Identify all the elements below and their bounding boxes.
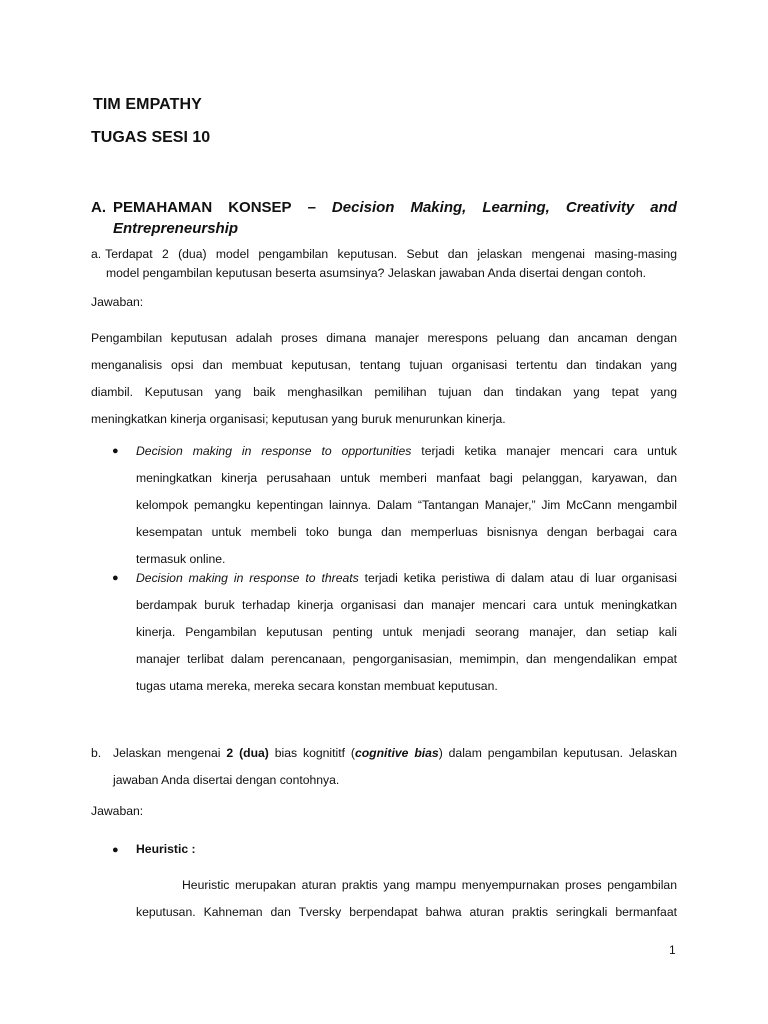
paragraph-a-line-4: meningkatkan kinerja organisasi; keputusan yang buruk menurunkan kinerja. bbox=[91, 412, 506, 426]
question-b-pre: Jelaskan mengenai bbox=[113, 746, 227, 760]
question-b-line-1 bbox=[113, 740, 677, 767]
page-number: 1 bbox=[669, 943, 676, 957]
bullet-threats-lead: Decision making in response to threats bbox=[136, 571, 359, 585]
bullet-threats-line-1-rest: terjadi ketika peristiwa di dalam atau di luar organisasi bbox=[358, 571, 677, 585]
question-b-label: b. bbox=[91, 746, 102, 760]
section-a-word-3: Decision bbox=[331, 199, 395, 216]
bullet-opportunities-line-5: termasuk online. bbox=[136, 552, 226, 566]
bullet-threats-line-5: tugas utama mereka, mereka secara konstan membuat keputusan. bbox=[136, 679, 498, 693]
question-b-line-2: jawaban Anda disertai dengan contohnya. bbox=[113, 773, 340, 787]
question-a-line-2: model pengambilan keputusan beserta asumsinya? Jelaskan jawaban Anda disertai dengan contoh. bbox=[106, 266, 646, 280]
bullet-threats-line-1 bbox=[136, 565, 677, 592]
question-a-label: a. bbox=[91, 247, 102, 261]
bullet-threats-line-2: berdampak buruk terhadap kinerja organisasi dan manajer mencari cara untuk meningkatkan bbox=[136, 598, 677, 612]
question-b-italic-bold: cognitive bias bbox=[354, 746, 439, 760]
section-a-word-5: Learning, bbox=[482, 199, 550, 216]
section-a-dash: – bbox=[307, 199, 316, 216]
section-a-word-4: Making, bbox=[410, 199, 467, 216]
bullet-opportunities-line-4: kesempatan untuk membeli toko bunga dan memperluas bisnisnya dengan berbagai cara bbox=[136, 525, 677, 539]
section-a-first-words bbox=[91, 197, 212, 218]
bullet-threats-line-4: manajer terlibat dalam perencanaan, pengorganisasian, memimpin, dan mengendalikan empat bbox=[136, 652, 677, 666]
heuristic-line-2: keputusan. Kahneman dan Tversky berpendapat bahwa aturan praktis seringkali bermanfaat bbox=[136, 905, 677, 919]
section-a-label: A. bbox=[91, 199, 106, 216]
heuristic-paragraph bbox=[136, 872, 677, 926]
question-b-post: ) dalam pengambilan keputusan. Jelaskan bbox=[438, 746, 678, 760]
bullet-opportunities bbox=[112, 438, 677, 578]
bullet-opportunities-lead: Decision making in response to opportunities bbox=[136, 444, 412, 458]
heuristic-title-text: Heuristic : bbox=[136, 842, 196, 856]
bullet-dot-icon: ● bbox=[112, 572, 119, 584]
answer-label-b: Jawaban: bbox=[91, 804, 144, 818]
section-a-word-7: and bbox=[650, 199, 677, 216]
heuristic-line-1: Heuristic merupakan aturan praktis yang mampu menyempurnakan proses pengambilan bbox=[182, 878, 677, 892]
question-b-mid: bias kognititf ( bbox=[268, 746, 355, 760]
answer-label-a: Jawaban: bbox=[91, 295, 144, 309]
bullet-threats-text bbox=[136, 565, 677, 700]
bullet-opportunities-line-1-rest: terjadi ketika manajer mencari cara untuk bbox=[411, 444, 677, 458]
paragraph-a-line-2: menganalisis opsi dan membuat keputusan, tentang tujuan organisasi tertentu dan tindakan yang bbox=[91, 358, 677, 372]
question-a-line-1: Terdapat 2 (dua) model pengambilan keputusan. Sebut dan jelaskan mengenai masing-masing bbox=[105, 247, 677, 261]
paragraph-a bbox=[91, 325, 677, 433]
section-a-word-1: PEMAHAMAN bbox=[113, 199, 213, 216]
question-b bbox=[91, 740, 677, 794]
question-a bbox=[91, 245, 677, 283]
bullet-opportunities-line-2: meningkatkan kinerja perusahaan untuk memberi manfaat bagi pelanggan, karyawan, dan bbox=[136, 471, 677, 485]
paragraph-a-line-1: Pengambilan keputusan adalah proses dimana manajer merespons peluang dan ancaman dengan bbox=[91, 331, 677, 345]
question-b-bold: 2 (dua) bbox=[226, 746, 269, 760]
section-a-heading bbox=[91, 197, 677, 239]
team-name: TIM EMPATHY bbox=[93, 96, 202, 113]
heuristic-title bbox=[112, 840, 196, 859]
section-a-word-2: KONSEP bbox=[228, 199, 292, 216]
bullet-dot-icon: ● bbox=[112, 844, 119, 856]
question-a-line-1-row bbox=[91, 245, 677, 264]
question-b-line-1-row bbox=[91, 740, 677, 767]
section-a-heading-line-1 bbox=[91, 197, 677, 218]
bullet-dot-icon: ● bbox=[112, 445, 119, 457]
section-a-heading-line-2: Entrepreneurship bbox=[113, 220, 239, 237]
session-title: TUGAS SESI 10 bbox=[91, 129, 211, 146]
bullet-opportunities-text bbox=[136, 438, 677, 573]
bullet-threats bbox=[112, 565, 677, 705]
bullet-threats-line-3: kinerja. Pengambilan keputusan penting untuk menjadi seorang manajer, dan setiap kali bbox=[136, 625, 677, 639]
question-b-line-2-row bbox=[91, 767, 677, 794]
bullet-opportunities-line-3: kelompok pemangku kepentingan lainnya. Dalam “Tantangan Manajer,” Jim McCann mengambil bbox=[136, 498, 677, 512]
section-a-word-6: Creativity bbox=[565, 199, 635, 216]
paragraph-a-line-3: diambil. Keputusan yang baik menghasilkan pemilihan tujuan dan tindakan yang tepat yang bbox=[91, 385, 677, 399]
bullet-opportunities-line-1 bbox=[136, 438, 677, 465]
